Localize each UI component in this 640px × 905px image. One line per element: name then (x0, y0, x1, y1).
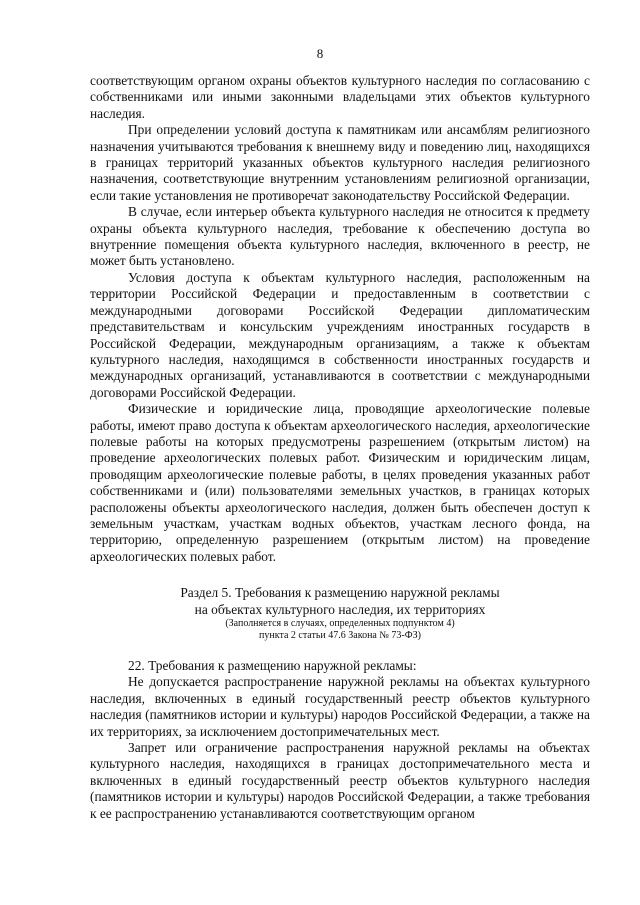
section-note-line-1: (Заполняется в случаях, определенных подпунктом 4) (225, 618, 455, 629)
paragraph-interior: В случае, если интерьер объекта культурного наследия не относится к предмету охраны объекта культурного наследия, требование к обеспечению доступа во внутренние помещения объекта культурного наследия, включенного в реестр, не может быть установлено. (90, 204, 590, 269)
paragraph-religious-access: При определении условий доступа к памятникам или ансамблям религиозного назначения учитываются требования к внешнему виду и поведению лиц, находящихся в границах территорий указанных объектов культурного наследия религиозного назначения, соответствующие внутренним установлениям религиозной организации, если такие установления не противоречат законодательству Российской Федерации. (90, 122, 590, 203)
item-paragraph-prohibition: Не допускается распространение наружной рекламы на объектах культурного наследия, включенных в единый государственный реестр объектов культурного наследия (памятников истории и культуры) народов Российской Федерации, а также на их территориях, за исключением достопримечательных мест. (90, 674, 590, 739)
document-body (90, 73, 590, 822)
section-heading-line-2: на объектах культурного наследия, их территориях (194, 601, 486, 617)
section-note-line-2: пункта 2 статьи 47.6 Закона № 73-ФЗ) (259, 630, 421, 641)
page-number: 8 (316, 46, 324, 61)
paragraph-continuation: соответствующим органом охраны объектов культурного наследия по согласованию с собственниками или иными законными владельцами этих объектов культурного наследия. (90, 73, 590, 121)
paragraph-archaeology: Физические и юридические лица, проводящие археологические полевые работы, имеют право доступа к объектам археологического наследия, археологические полевые работы на которых предусмотрены разрешением (открытым листом) на проведение археологических полевых работ. Физическим и юридическим лицам, проводящим археологические полевые работы, в целях проведения указанных работ собственниками и (или) пользователями земельных участков, в границах которых расположены объекты археологического наследия, должен быть обеспечен доступ к земельным участкам, участкам водных объектов, участкам лесного фонда, на территорию, определенную разрешением (открытым листом) на проведение археологических полевых работ. (90, 401, 590, 564)
section-heading (90, 585, 590, 618)
section-note (90, 618, 590, 642)
section-heading-line-1: Раздел 5. Требования к размещению наружной рекламы (180, 585, 500, 601)
item-paragraph-restriction: Запрет или ограничение распространения наружной рекламы на объектах культурного наследия, находящихся в границах достопримечательного места и включенных в единый государственный реестр объектов культурного наследия (памятников истории и культуры) народов Российской Федерации, а также требования к ее распространению устанавливаются соответствующим органом (90, 740, 590, 821)
paragraph-foreign-objects: Условия доступа к объектам культурного наследия, расположенным на территории Российской Федерации и предоставленным в соответствии с международными договорами Российской Федерации дипломатическим представительствам и консульским учреждениям иностранных государств в Российской Федерации, международным организациям, а также к объектам культурного наследия, находящимся в собственности иностранных государств и международных организаций, устанавливаются в соответствии с международными договорами Российской Федерации. (90, 269, 590, 400)
item-title: 22. Требования к размещению наружной рекламы: (128, 658, 417, 673)
